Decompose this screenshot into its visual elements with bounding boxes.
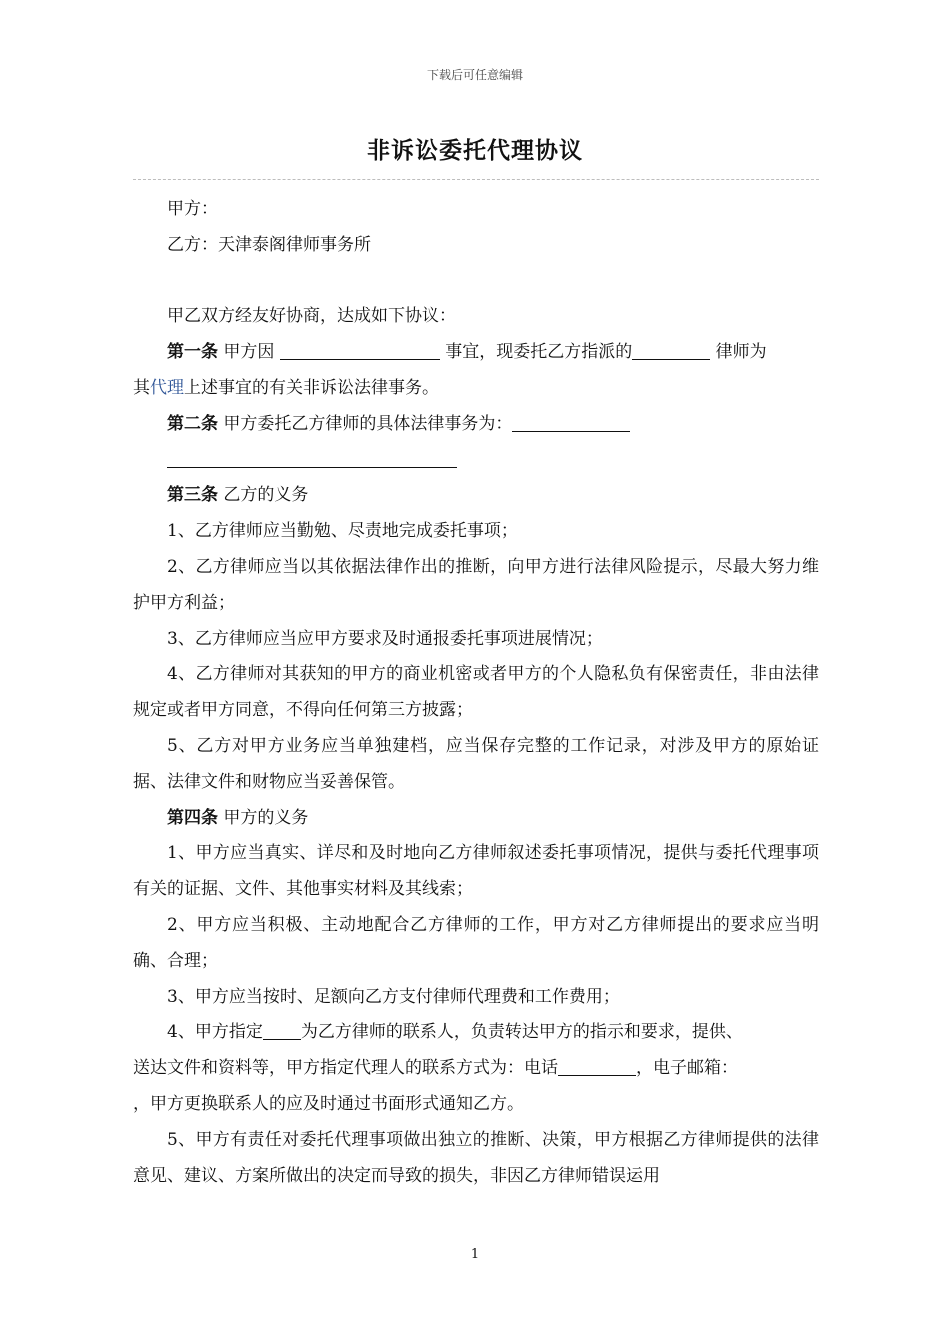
item-4-text-b: 为乙方律师的联系人，负责转达甲方的指示和要求，提供、	[300, 1022, 743, 1043]
article-4-heading	[133, 801, 819, 837]
article-4-item-4-line-3: ，甲方更换联系人的应及时通过书面形式通知乙方。	[133, 1093, 524, 1114]
article-1-line2-post: 上述事宜的有关非诉讼法律事务。	[184, 377, 439, 398]
article-1-line-2	[133, 371, 819, 407]
article-4-item-5: 5、甲方有责任对委托代理事项做出独立的推断、决策，甲方根据乙方律师提供的法律意见、建议、方案所做出的决定而导致的损失，非因乙方律师错误运用	[133, 1129, 819, 1186]
blank-line	[133, 264, 819, 300]
article-1-text-b: 事宜，现委托乙方指派的	[439, 342, 633, 363]
article-3-item-2: 2、乙方律师应当以其依据法律作出的推断，向甲方进行法律风险提示，尽最大努力维护甲方利益；	[133, 556, 819, 613]
article-1-text-a: 甲方因	[218, 342, 280, 363]
article-1-matter-blank	[280, 341, 440, 360]
phone-blank	[558, 1057, 636, 1076]
intro-line: 甲乙双方经友好协商，达成如下协议：	[167, 306, 456, 327]
article-3-item-1: 1、乙方律师应当勤勉、尽责地完成委托事项；	[167, 521, 518, 542]
party-b-line: 乙方：天津泰阁律师事务所	[167, 234, 371, 255]
article-4-item-3: 3、甲方应当按时、足额向乙方支付律师代理费和工作费用；	[167, 986, 620, 1007]
page-number: 1	[470, 1247, 480, 1262]
article-3-heading	[133, 478, 819, 514]
article-4-item-1: 1、甲方应当真实、详尽和及时地向乙方律师叙述委托事项情况，提供与委托代理事项有关的证据、文件、其他事实材料及其线索；	[133, 843, 819, 900]
article-1-line2-pre: 其	[133, 377, 150, 398]
article-3-heading-text: 乙方的义务	[218, 485, 309, 506]
item-4-text-a: 4、甲方指定	[167, 1022, 263, 1043]
article-3-item-4: 4、乙方律师对其获知的甲方的商业机密或者甲方的个人隐私负有保密责任，非由法律规定或者甲方同意，不得向任何第三方披露；	[133, 664, 819, 721]
article-1-text-c: 律师为	[710, 342, 767, 363]
agent-link[interactable]: 代理	[150, 377, 184, 398]
article-2-blank-b	[167, 449, 457, 468]
item-4-text-d: ，电子邮箱：	[636, 1058, 738, 1079]
article-2-line-2	[133, 443, 819, 479]
header-note: 下载后可任意编辑	[426, 68, 523, 82]
title-divider	[133, 179, 819, 180]
article-2-line-1	[133, 407, 819, 443]
item-4-text-c: 送达文件和资料等，甲方指定代理人的联系方式为：电话	[133, 1058, 558, 1079]
article-1-line-1	[133, 335, 819, 371]
article-3-item-5: 5、乙方对甲方业务应当单独建档，应当保存完整的工作记录，对涉及甲方的原始证据、法律文件和财物应当妥善保管。	[133, 735, 819, 792]
document-body	[133, 192, 819, 1194]
document-title: 非诉讼委托代理协议	[367, 137, 583, 164]
article-4-label: 第四条	[167, 807, 218, 828]
article-3-label: 第三条	[167, 485, 218, 506]
article-4-item-4-line-1	[133, 1015, 819, 1051]
article-2-text: 甲方委托乙方律师的具体法律事务为：	[218, 413, 513, 434]
article-4-item-2: 2、甲方应当积极、主动地配合乙方律师的工作，甲方对乙方律师提出的要求应当明确、合理；	[133, 914, 819, 971]
contact-person-blank	[263, 1021, 301, 1040]
party-a-line: 甲方：	[167, 199, 218, 219]
article-2-label: 第二条	[167, 413, 218, 434]
article-4-item-4-line-2	[133, 1051, 819, 1087]
article-4-heading-text: 甲方的义务	[218, 807, 309, 828]
article-1-lawyer-blank	[632, 341, 710, 360]
article-1-label: 第一条	[167, 342, 218, 363]
article-2-blank-a	[512, 413, 630, 432]
article-3-item-3: 3、乙方律师应当应甲方要求及时通报委托事项进展情况；	[167, 628, 603, 649]
